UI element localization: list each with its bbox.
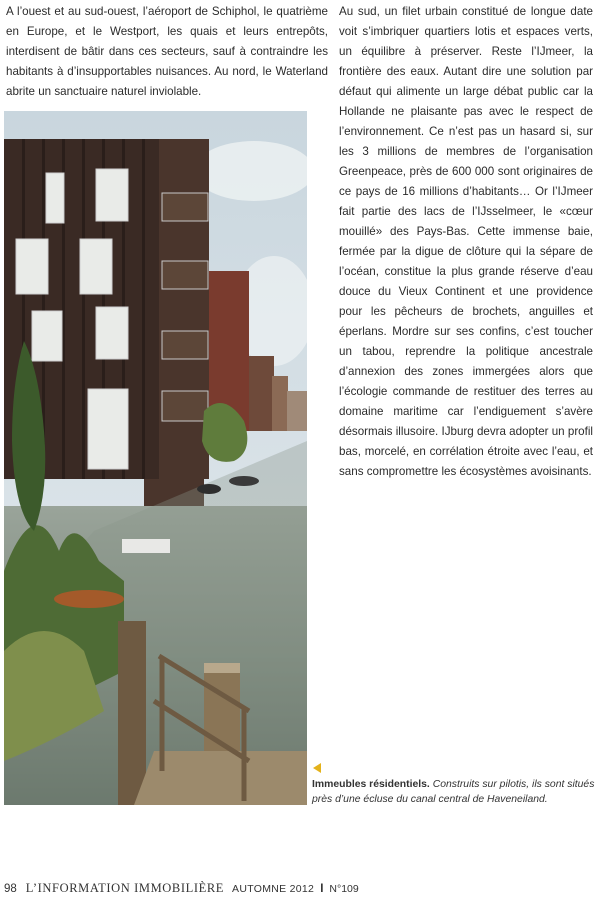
article-paragraph-left: A l’ouest et au sud-ouest, l’aéroport de Schiphol, le quatrième en Europe, et le Westport, les quais et leurs entrepôts, interdisent de bâtir dans ces secteurs, sauf à contraindre les habitants à d’insupportables nuisances. Au nord, le Waterland abrite un sanctuaire naturel inviolable.: [6, 5, 328, 98]
footer-separator: I: [320, 883, 324, 895]
issue-number: N°109: [329, 883, 359, 895]
caption-title: Immeubles résidentiels.: [312, 779, 430, 790]
article-column-right: [339, 2, 593, 482]
issue-season: AUTOMNE 2012: [232, 883, 315, 895]
photo-caption: [312, 777, 598, 807]
article-column-left: [6, 2, 328, 102]
page-number: 98: [4, 883, 17, 895]
caption-arrow-marker: [313, 763, 321, 773]
caption-text: Construits sur pilotis, ils sont situés près d’une écluse du canal central de Haveneiland.: [312, 779, 595, 805]
residential-buildings-photo: [4, 111, 307, 805]
article-paragraph-right: Au sud, un filet urbain constitué de longue date voit s’imbriquer quartiers lotis et espaces verts, un équilibre à préserver. Reste l’IJmeer, la frontière des eaux. Autant dire une solution par défaut qui alimente un large débat public car la Hollande ne plaisante pas avec le respect de l’environnement. Ce n’est pas un hasard si, sur les 3 millions de membres de l’organisation Greenpeace, près de 600 000 sont originaires de ce pays de 16 millions d’habitants… Or l’IJmeer fait partie des lacs de l’IJsselmeer, le «cœur mouillé» des Pays-Bas. Cette immense baie, fermée par la digue de clôture qui la sépare de l’océan, constitue la plus grande réserve d’eau douce du Vieux Continent et une providence pour les pêcheurs de brochets, anguilles et éperlans. Mordre sur ses confins, c’est toucher un tabou, reprendre la politique ancestrale d’annexion des zones immergées alors que l’écologie commande de restituer des terres au domaine maritime car l’endiguement s’avère désormais illusoire. IJburg devra adopter un profil bas, morcelé, en corrélation étroite avec l’eau, et sans compromettre les écosystèmes avoisinants.: [339, 5, 593, 478]
magazine-name: L’INFORMATION IMMOBILIÈRE: [25, 881, 225, 895]
page-footer: [4, 881, 359, 897]
